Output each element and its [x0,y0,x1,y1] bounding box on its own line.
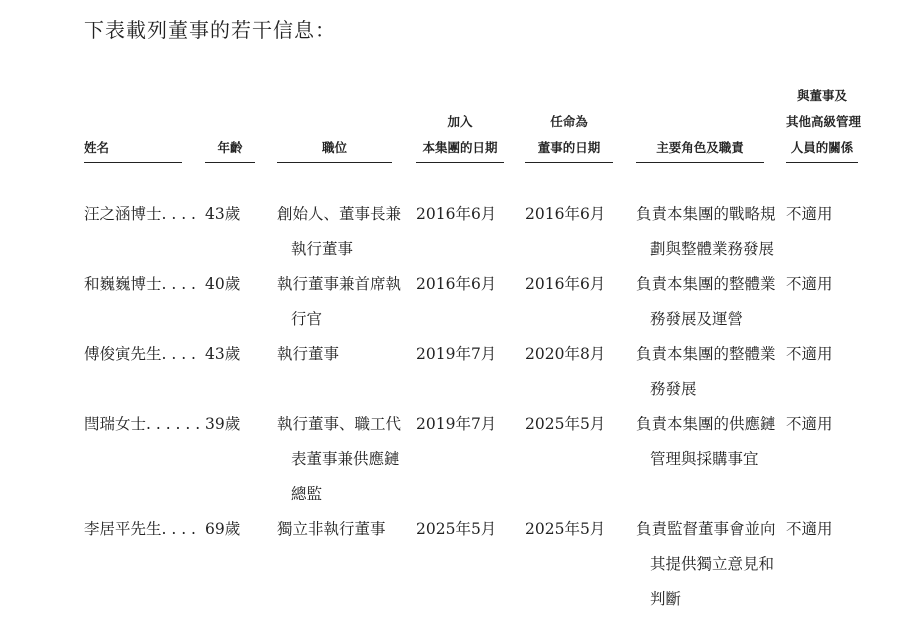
roles-line: 負責本集團的整體業 [636,345,776,363]
position-line: 總監 [291,485,323,503]
header-roles-line: 主要角色及職責 [656,140,744,155]
header-name-line: 姓名 [84,140,110,155]
roles-line: 負責本集團的整體業 [636,275,776,293]
header-join-date-line-1: 加入 [447,114,473,129]
header-relationship-line-3: 人員的關係 [790,140,854,155]
header-join-date-line-2: 本集團的日期 [422,140,498,155]
appoint-date-cell: 2025年5月 [525,415,606,433]
roles-line: 負責本集團的戰略規 [636,205,776,223]
header-relationship-line-1: 與董事及 [796,88,847,103]
position-line: 執行董事 [277,345,340,363]
age-cell: 39歲 [205,415,241,433]
position-cell [277,197,401,267]
appoint-date-cell: 2020年8月 [525,345,606,363]
age-cell: 69歲 [205,520,241,538]
intro-text: 下表載列董事的若干信息： [84,18,336,42]
age-cell: 43歲 [205,345,241,363]
roles-cell [636,197,776,267]
header-name [84,135,182,163]
header-appoint-date-line-2: 董事的日期 [537,140,601,155]
relationship-cell: 不適用 [786,520,833,538]
header-appoint-date-line-1: 任命為 [550,114,588,129]
join-date-cell: 2016年6月 [416,275,497,293]
position-cell [277,407,401,512]
header-position-line: 職位 [321,140,347,155]
appoint-date-cell: 2016年6月 [525,205,606,223]
roles-cell [636,337,776,407]
roles-line: 務發展 [650,380,697,398]
header-relationship [786,83,862,163]
age-cell: 43歲 [205,205,241,223]
position-line: 表董事兼供應鏈 [291,450,400,468]
join-date-cell: 2019年7月 [416,415,497,433]
join-date-cell: 2025年5月 [416,520,497,538]
header-relationship-line-2: 其他高級管理 [786,114,862,129]
header-join-date [416,109,504,163]
header-position [277,135,392,163]
roles-line: 務發展及運營 [650,310,744,328]
header-roles [636,135,764,163]
position-cell [277,512,386,547]
roles-line: 其提供獨立意見和 [650,555,775,573]
name-cell: 汪之涵博士. . . . [84,205,196,223]
header-age-line: 年齡 [217,140,243,155]
roles-line: 負責本集團的供應鏈 [636,415,776,433]
position-cell [277,267,401,337]
roles-cell [636,512,776,617]
name-cell: 傅俊寅先生. . . . [84,345,196,363]
position-line: 執行董事 [291,240,354,258]
name-cell: 閆瑞女士. . . . . . [84,415,201,433]
roles-line: 管理與採購事宜 [650,450,759,468]
header-appoint-date [525,109,613,163]
appoint-date-cell: 2025年5月 [525,520,606,538]
position-line: 執行董事、職工代 [277,415,402,433]
position-line: 執行董事兼首席執 [277,275,402,293]
roles-cell [636,267,776,337]
roles-line: 判斷 [650,590,682,608]
position-line: 獨立非執行董事 [277,520,386,538]
position-cell [277,337,339,372]
join-date-cell: 2016年6月 [416,205,497,223]
roles-cell [636,407,776,477]
roles-line: 劃與整體業務發展 [650,240,775,258]
relationship-cell: 不適用 [786,205,833,223]
age-cell: 40歲 [205,275,241,293]
position-line: 行官 [291,310,323,328]
relationship-cell: 不適用 [786,345,833,363]
header-age [205,135,255,163]
name-cell: 李居平先生. . . . [84,520,196,538]
appoint-date-cell: 2016年6月 [525,275,606,293]
name-cell: 和巍巍博士. . . . [84,275,196,293]
join-date-cell: 2019年7月 [416,345,497,363]
roles-line: 負責監督董事會並向 [636,520,776,538]
position-line: 創始人、董事長兼 [277,205,402,223]
relationship-cell: 不適用 [786,275,833,293]
relationship-cell: 不適用 [786,415,833,433]
